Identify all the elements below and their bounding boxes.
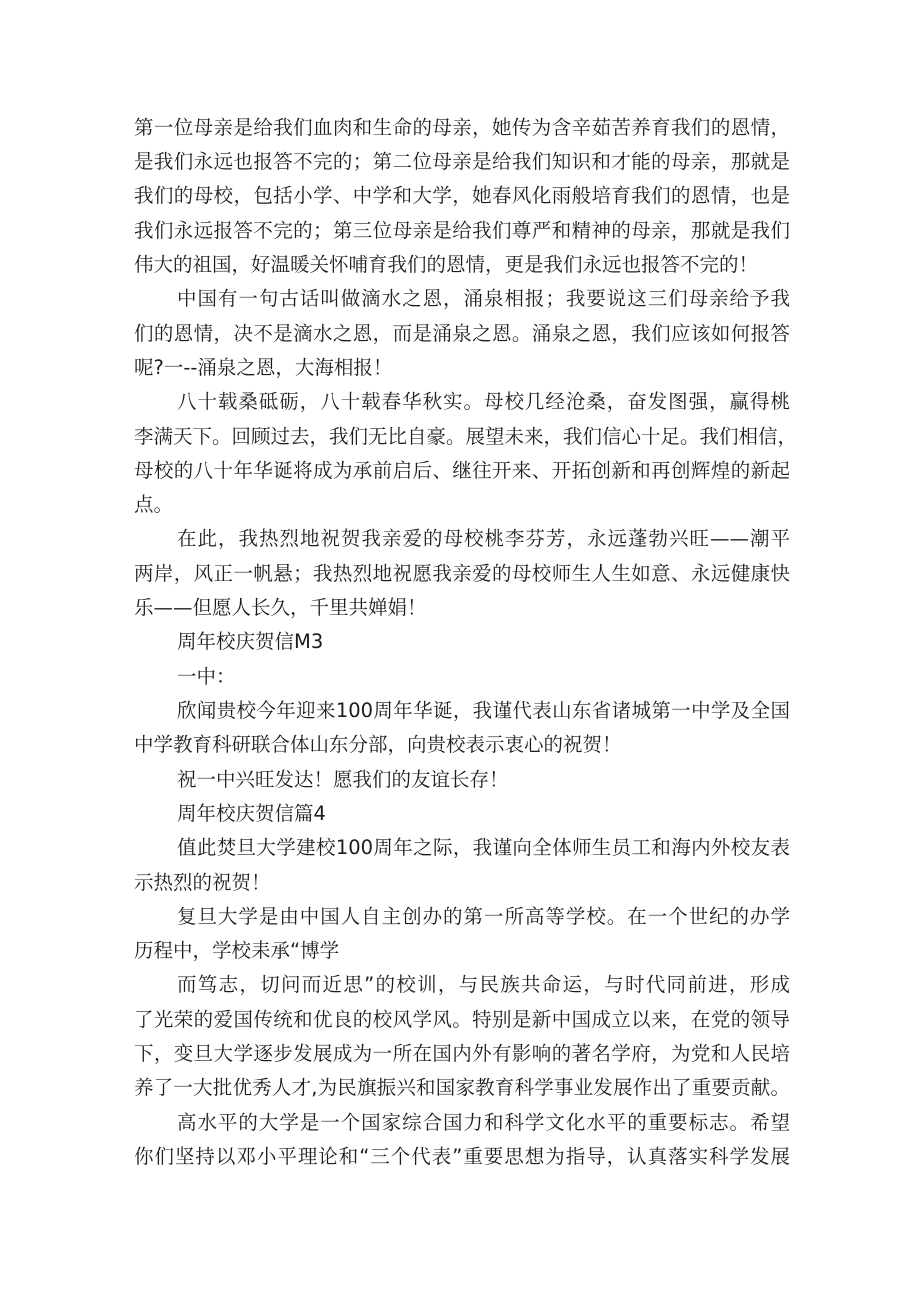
text-line: 们的恩情，决不是滴水之恩，而是涌泉之恩。涌泉之恩，我们应该如何报答 [134, 322, 790, 345]
text-line: 呢?一--涌泉之恩，大海相报！ [134, 356, 393, 379]
text-line: 八十载桑砥砺，八十载春华秋实。母校几经沧桑，奋发图强，赢得桃 [177, 390, 790, 413]
text-line: 了光荣的爱国传统和优良的校风学风。特别是新中国成立以来，在党的领导 [134, 1008, 790, 1031]
text-line: 两岸，风正一帆悬；我热烈地祝愿我亲爱的母校师生人生如意、永远健康快 [134, 562, 790, 585]
text-line: 养了一大批优秀人才,为民旗振兴和国家教育科学事业发展作出了重要贡献。 [134, 1076, 790, 1099]
text-line: 历程中，学校耒承“博学 [134, 939, 340, 962]
text-line: 是我们永远也报答不完的；第二位母亲是给我们知识和才能的母亲，那就是 [134, 150, 790, 173]
text-line: 而笃志，切问而近思”的校训，与民族共命运，与时代同前进，形成 [177, 973, 790, 996]
text-line: 第一位母亲是给我们血肉和生命的母亲，她传为含辛茹苦养育我们的恩情， [134, 116, 790, 139]
text-line: 在此，我热烈地祝贺我亲爱的母校桃李芬芳，永远蓬勃兴旺——潮平 [177, 527, 790, 550]
text-line: 我们永远报答不完的；第三位母亲是给我们尊严和精神的母亲，那就是我们 [134, 219, 790, 242]
text-line: 值此焚旦大学建校100周年之际，我谨向全体师生员工和海内外校友表 [177, 836, 790, 859]
text-line: 高水平的大学是一个国家综合国力和科学文化水平的重要标志。希望 [177, 1111, 790, 1134]
text-line: 母校的八十年华诞将成为承前启后、继往开来、开拓创新和再创辉煌的新起 [134, 459, 790, 482]
section-heading: 周年校庆贺信篇4 [177, 802, 326, 825]
text-line: 我们的母校，包括小学、中学和大学，她春风化雨般培育我们的恩情，也是 [134, 184, 790, 207]
text-line: 伟大的祖国，好温暖关怀哺育我们的恩情，更是我们永远也报答不完的！ [134, 253, 759, 276]
text-line: 下，变旦大学逐步发展成为一所在国内外有影响的著名学府，为党和人民培 [134, 1042, 790, 1065]
text-line: 乐——但愿人长久，千里共婵娟！ [134, 596, 427, 619]
text-line: 示热烈的祝贺！ [134, 871, 271, 894]
text-line: 李满天下。回顾过去，我们无比自豪。展望未来，我们信心十足。我们相信， [134, 425, 798, 448]
text-line: 欣闻贵校今年迎来100周年华诞，我谨代表山东省诸城第一中学及全国 [177, 699, 790, 722]
text-line: 复旦大学是由中国人自主创办的第一所高等学校。在一个世纪的办学 [177, 905, 790, 928]
text-line: 中国有一句古话叫做滴水之恩，涌泉相报；我要说这三们母亲给予我 [177, 287, 790, 310]
text-line: 你们坚持以邓小平理论和“三个代表”重要思想为指导，认真落实科学发展 [134, 1145, 790, 1168]
section-heading: 周年校庆贺信M3 [177, 630, 324, 653]
text-line: 中学教育科研联合体山东分部，向贵校表示衷心的祝贺！ [134, 733, 622, 756]
text-line: 祝一中兴旺发达！愿我们的友谊长存！ [177, 768, 509, 791]
text-line: 点。 [134, 493, 174, 516]
salutation: 一中： [177, 665, 236, 688]
